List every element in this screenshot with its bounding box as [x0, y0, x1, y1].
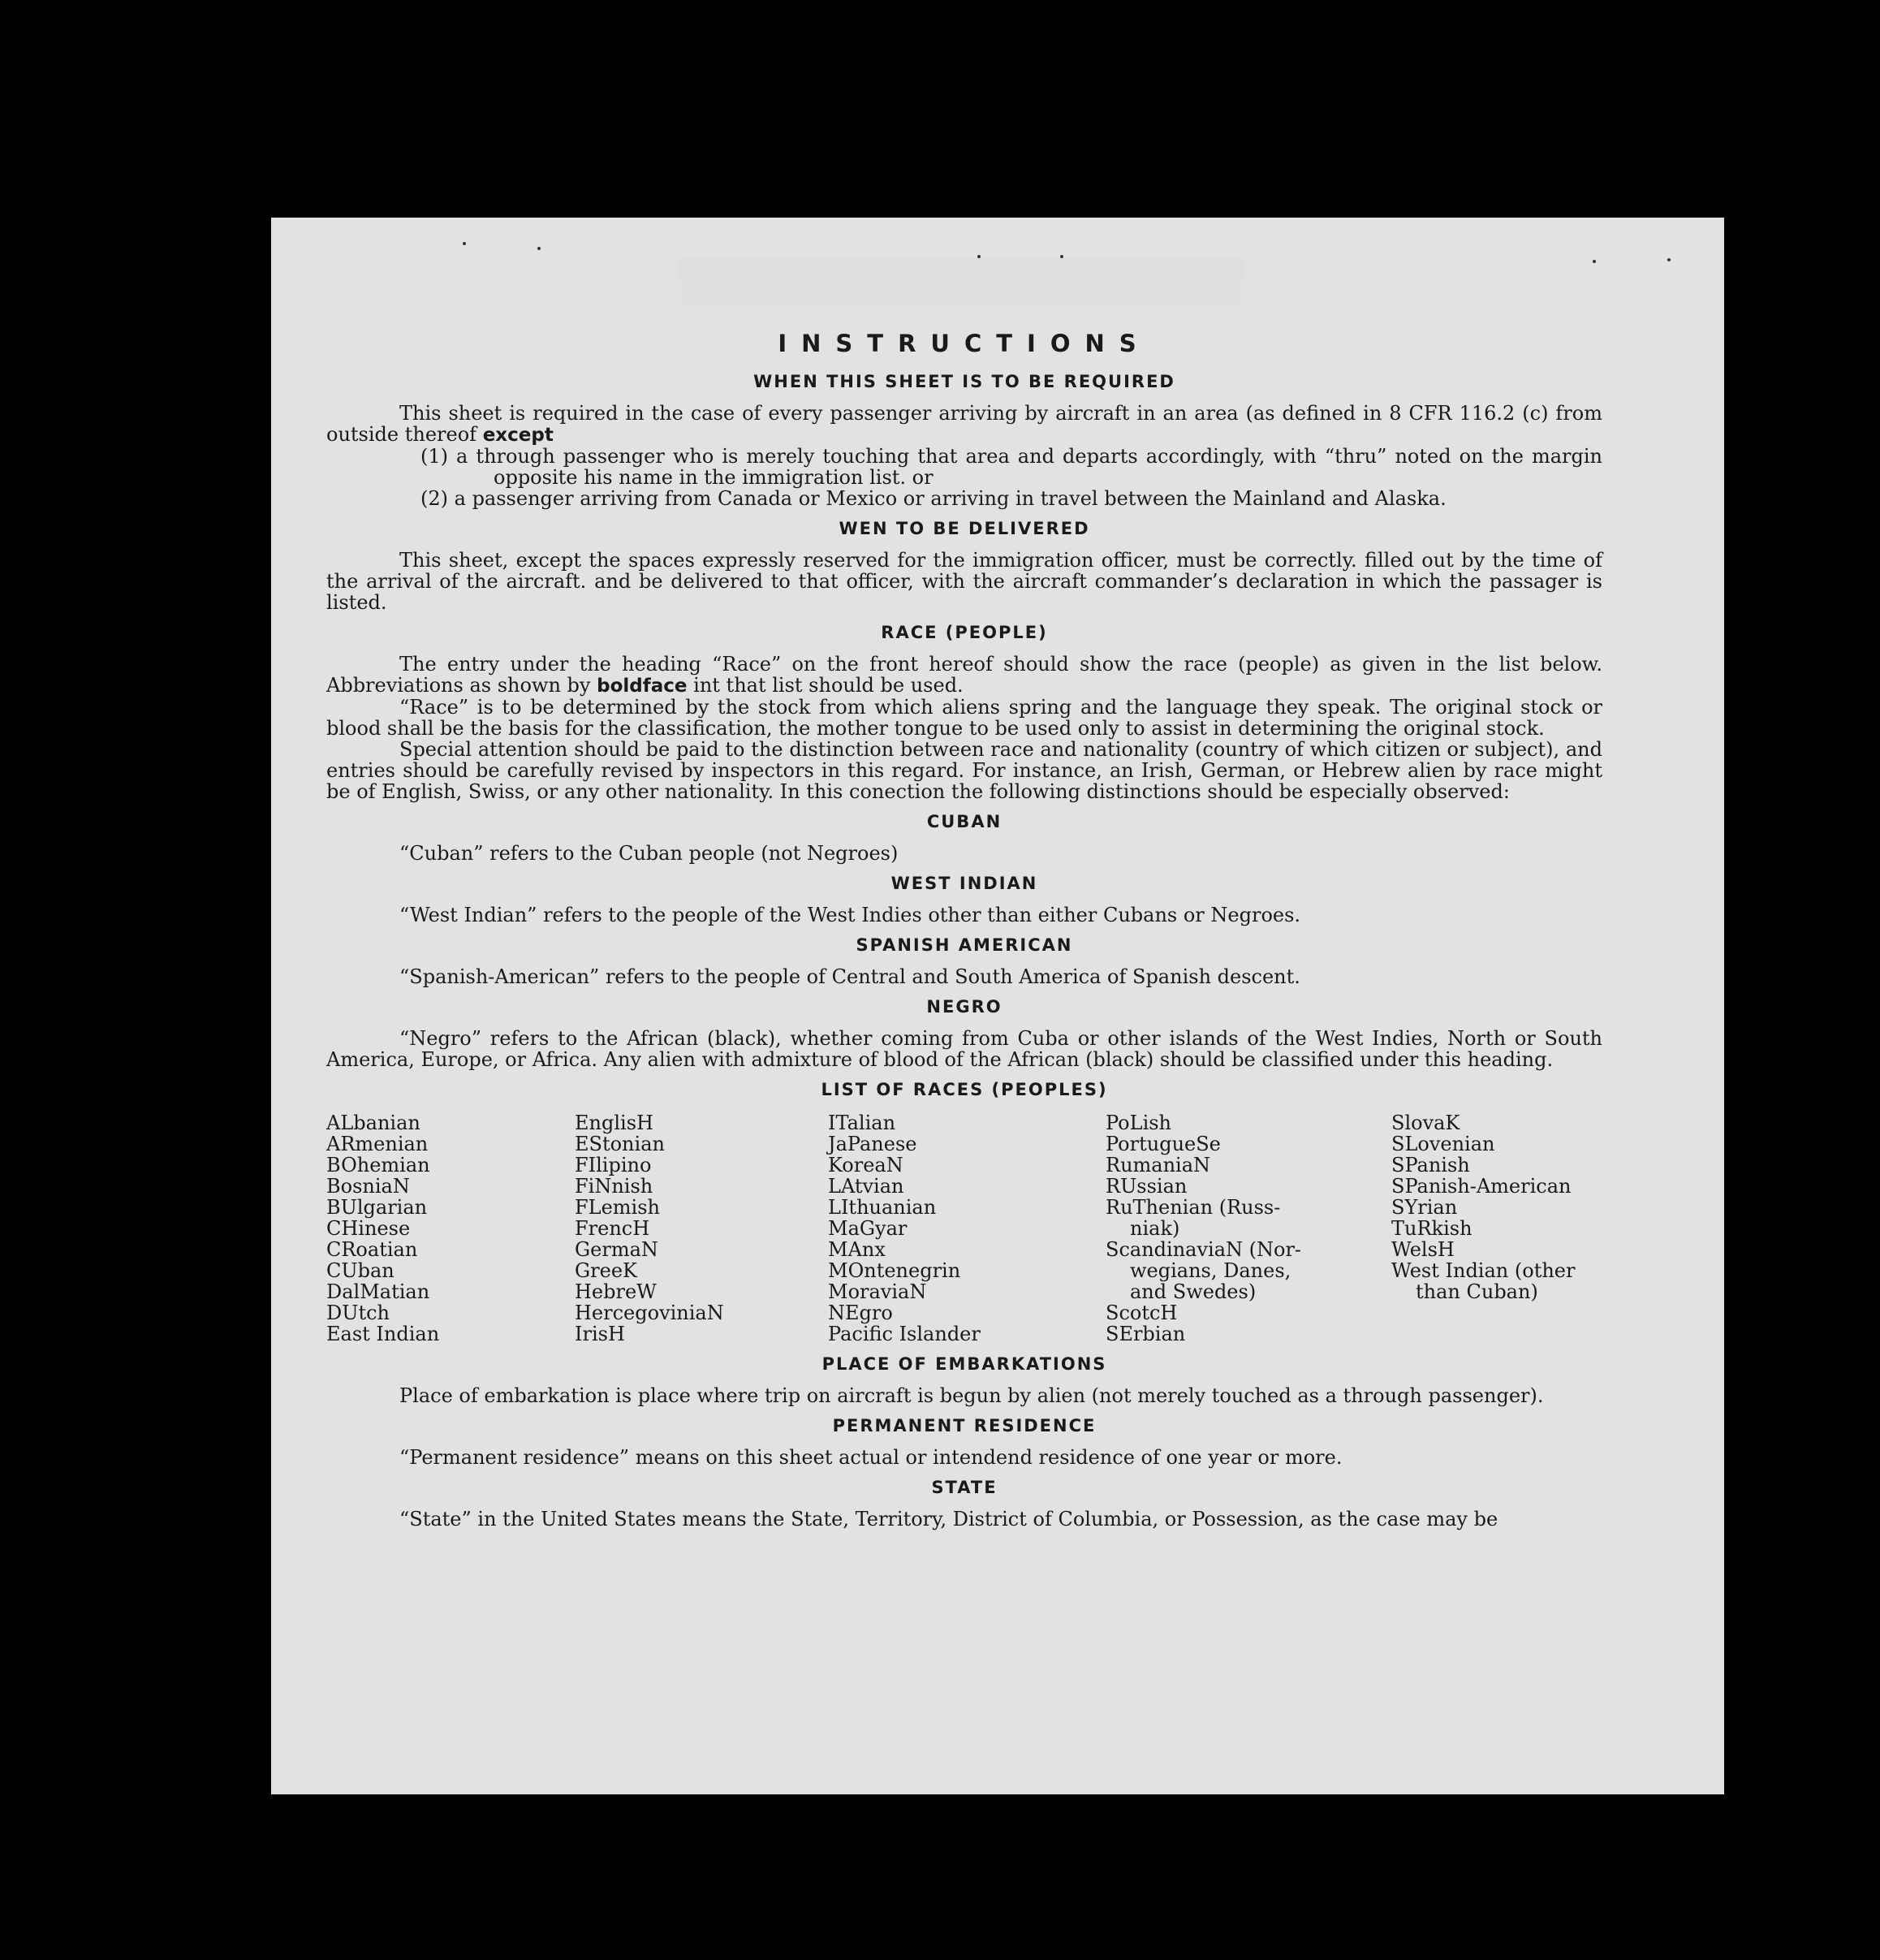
speck	[537, 247, 541, 250]
negro-text: “Negro” refers to the African (black), whether coming from Cuba or other islands of the West Indies, North or South America, Europe, or Africa. Any alien with admixture of blood of the African (black) should be classified under this heading.	[326, 1027, 1602, 1071]
race-list-item: MAnx	[828, 1238, 886, 1261]
race-list-item: FIlipino	[575, 1154, 652, 1176]
race-column-1	[326, 1112, 575, 1345]
race-list-item: NEgro	[828, 1302, 893, 1324]
race-p1-a: The entry under the heading “Race” on the front hereof should show the race (people) as given in the list below. Abbreviations as shown by	[326, 653, 1602, 697]
race-list-item: RuThenian (Russ-	[1106, 1196, 1281, 1219]
heading-delivered: WEN TO BE DELIVERED	[839, 519, 1090, 538]
heading-negro: NEGRO	[926, 997, 1003, 1017]
race-list-item: West Indian (other	[1391, 1259, 1576, 1282]
race-list-item: ITalian	[828, 1112, 896, 1134]
speck	[1667, 258, 1671, 261]
required-item-2: (2) a passenger arriving from Canada or Mexico or arriving in travel between the Mainland and Alaska.	[420, 487, 1447, 510]
heading-cuban: CUBAN	[926, 812, 1003, 831]
race-list-item: DUtch	[326, 1302, 390, 1324]
race-list-item: niak)	[1130, 1217, 1180, 1240]
race-list-item: JaPanese	[828, 1133, 917, 1155]
heading-state: STATE	[931, 1478, 998, 1497]
race-list-item: CRoatian	[326, 1238, 418, 1261]
race-column-3	[828, 1112, 1106, 1345]
race-list-item: MOntenegrin	[828, 1259, 961, 1282]
race-list-item: LAtvian	[828, 1175, 904, 1198]
cuban-text: “Cuban” refers to the Cuban people (not Negroes)	[399, 842, 899, 865]
race-paragraph-3: Special attention should be paid to the distinction between race and nationality (country of which citizen or subject), and entries should be carefully revised by inspectors in this regard. For instance, an Irish, German, or Hebrew alien by race might be of English, Swiss, or any other nationality. In this conection the following distinctions should be especially observed:	[326, 738, 1602, 803]
race-list-item: IrisH	[575, 1323, 625, 1345]
heading-west-indian: WEST INDIAN	[890, 874, 1038, 893]
race-list-item: ARmenian	[326, 1133, 429, 1155]
delivered-text: This sheet, except the spaces expressly reserved for the immigration officer, must be correctly. filled out by the time of the arrival of the aircraft. and be delivered to that officer, with the aircraft commander’s declaration in which the passager is listed.	[326, 549, 1602, 614]
race-list-item: GreeK	[575, 1259, 637, 1282]
race-list-item: FLemish	[575, 1196, 660, 1219]
embarkation-text: Place of embarkation is place where trip on aircraft is begun by alien (not merely touched as a through passenger).	[399, 1384, 1544, 1407]
required-intro-text: This sheet is required in the case of every passenger arriving by aircraft in an area (as defined in 8 CFR 116.2 (c) from outside thereof	[326, 402, 1602, 446]
instruction-sheet	[271, 218, 1724, 1794]
race-column-5	[1391, 1112, 1602, 1345]
race-p1-b: int that list should be used.	[693, 674, 964, 697]
race-p1-bold: boldface	[597, 676, 688, 697]
race-list-item: EStonian	[575, 1133, 665, 1155]
race-list-item: EnglisH	[575, 1112, 653, 1134]
race-list-item: GermaN	[575, 1238, 658, 1261]
speck	[463, 242, 466, 245]
page-title: INSTRUCTIONS	[778, 330, 1151, 357]
race-list-item: East Indian	[326, 1323, 440, 1345]
race-column-4	[1106, 1112, 1391, 1345]
residence-text: “Permanent residence” means on this sheet actual or intendend residence of one year or more.	[399, 1446, 1343, 1469]
west-indian-text: “West Indian” refers to the people of the West Indies other than either Cubans or Negroes.	[399, 904, 1301, 926]
race-list-item: BOhemian	[326, 1154, 430, 1176]
race-list-item: DalMatian	[326, 1280, 430, 1303]
required-intro	[326, 403, 1602, 446]
race-list-item: SYrian	[1391, 1196, 1458, 1219]
race-list-item: KoreaN	[828, 1154, 903, 1176]
race-list-item: RumaniaN	[1106, 1154, 1211, 1176]
race-list-item: TuRkish	[1391, 1217, 1473, 1240]
race-list-item: ALbanian	[326, 1112, 420, 1134]
race-list-item: CHinese	[326, 1217, 411, 1240]
race-list-item: ScandinaviaN (Nor-	[1106, 1238, 1302, 1261]
race-list-item: RUssian	[1106, 1175, 1188, 1198]
race-list-item: wegians, Danes,	[1130, 1259, 1291, 1282]
race-list-item: HercegoviniaN	[575, 1302, 724, 1324]
race-list-item: LIthuanian	[828, 1196, 937, 1219]
race-list	[326, 1112, 1602, 1345]
race-column-2	[575, 1112, 828, 1345]
race-list-item: BUlgarian	[326, 1196, 428, 1219]
race-list-item: MoraviaN	[828, 1280, 927, 1303]
race-list-item: than Cuban)	[1416, 1280, 1538, 1303]
race-list-item: ScotcH	[1106, 1302, 1178, 1324]
race-list-item: BosniaN	[326, 1175, 410, 1198]
speck	[977, 255, 981, 258]
heading-race-list: LIST OF RACES (PEOPLES)	[821, 1080, 1108, 1099]
race-list-item: HebreW	[575, 1280, 657, 1303]
heading-race: RACE (PEOPLE)	[881, 623, 1048, 642]
race-list-item: PoLish	[1106, 1112, 1172, 1134]
race-list-item: CUban	[326, 1259, 395, 1282]
heading-required: WHEN THIS SHEET IS TO BE REQUIRED	[753, 372, 1175, 391]
heading-residence: PERMANENT RESIDENCE	[832, 1416, 1097, 1435]
race-list-item: SLovenian	[1391, 1133, 1495, 1155]
race-list-item: SPanish-American	[1391, 1175, 1572, 1198]
race-list-item: Pacific Islander	[828, 1323, 981, 1345]
race-list-item: PortugueSe	[1106, 1133, 1221, 1155]
race-list-item: FiNnish	[575, 1175, 653, 1198]
race-list-item: FrencH	[575, 1217, 650, 1240]
race-paragraph-1	[326, 654, 1602, 697]
required-intro-bold: except	[482, 425, 554, 446]
race-list-item: MaGyar	[828, 1217, 908, 1240]
heading-spanish-american: SPANISH AMERICAN	[856, 935, 1073, 955]
required-item-1: (1) a through passenger who is merely touching that area and departs accordingly, with “thru” noted on the margin opposite his name in the immigration list. or	[420, 445, 1602, 489]
speck	[1060, 255, 1063, 258]
race-list-item: and Swedes)	[1130, 1280, 1257, 1303]
race-list-item: SPanish	[1391, 1154, 1470, 1176]
speck	[1593, 260, 1596, 263]
race-paragraph-2: “Race” is to be determined by the stock from which aliens spring and the language they speak. The original stock or blood shall be the basis for the classification, the mother tongue to be used only to assist in determining the original stock.	[326, 696, 1602, 740]
spanish-american-text: “Spanish-American” refers to the people of Central and South America of Spanish descent.	[399, 965, 1300, 988]
race-list-item: SlovaK	[1391, 1112, 1460, 1134]
state-text: “State” in the United States means the State, Territory, District of Columbia, or Possession, as the case may be	[399, 1508, 1498, 1530]
race-list-item: WelsH	[1391, 1238, 1455, 1261]
race-list-item: SErbian	[1106, 1323, 1186, 1345]
heading-embarkation: PLACE OF EMBARKATIONS	[821, 1354, 1107, 1374]
